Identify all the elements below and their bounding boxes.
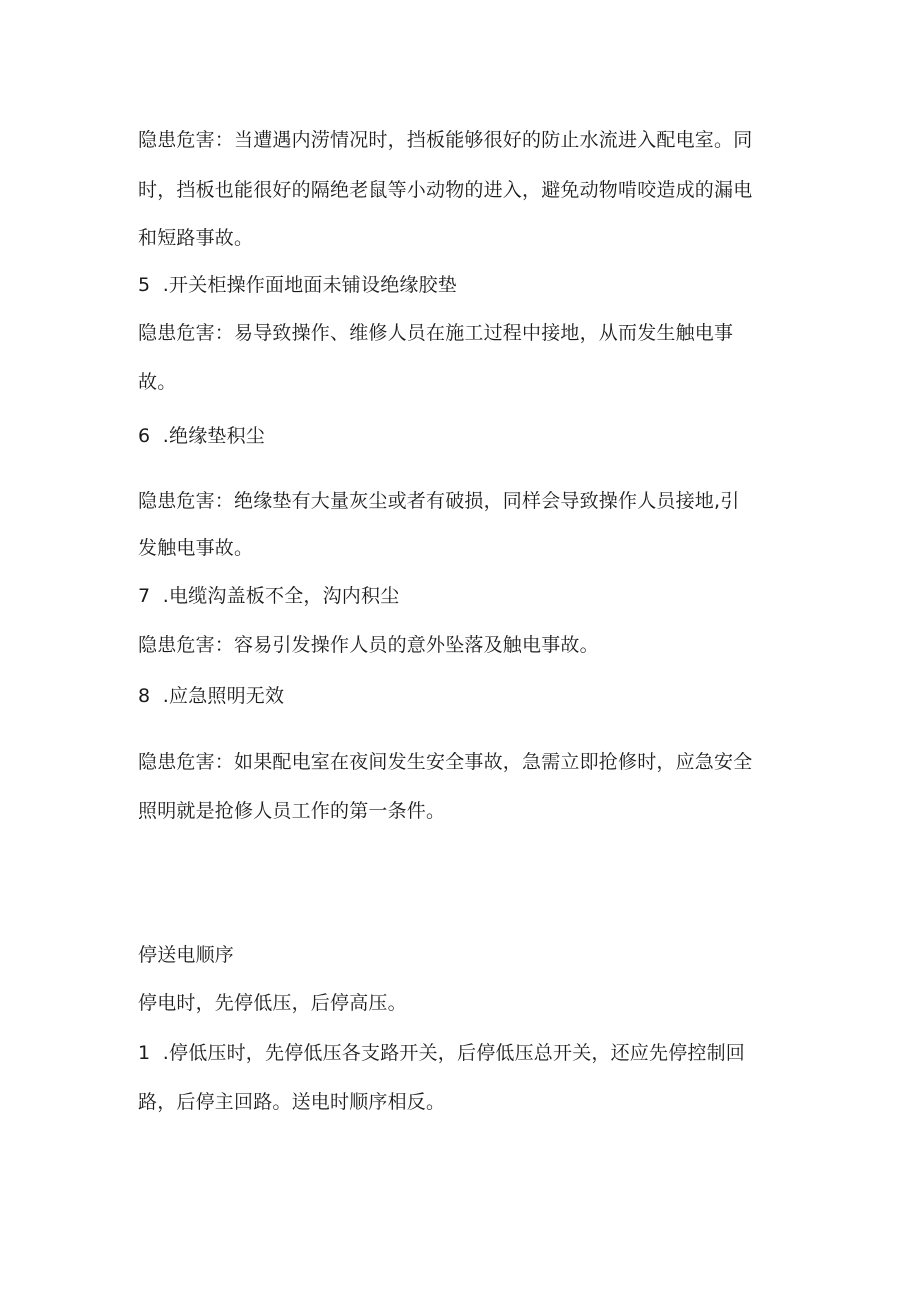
- hazard-paragraph-line: 隐患危害：容易引发操作人员的意外坠落及触电事故。: [138, 634, 599, 656]
- hazard-paragraph-line: 故。: [138, 371, 177, 393]
- hazard-paragraph-line: 时，挡板也能很好的隔绝老鼠等小动物的进入，避免动物啃咬造成的漏电: [138, 179, 753, 201]
- item-heading-8: 8 .应急照明无效: [138, 685, 285, 707]
- item-heading-5: 5 .开关柜操作面地面未铺设绝缘胶垫: [138, 274, 458, 296]
- hazard-paragraph-line: 隐患危害：绝缘垫有大量灰尘或者有破损，同样会导致操作人员接地,引: [138, 490, 740, 512]
- hazard-paragraph-line: 隐患危害：如果配电室在夜间发生安全事故，急需立即抢修时，应急安全: [138, 751, 753, 773]
- item-heading-6: 6 .绝缘垫积尘: [138, 425, 266, 447]
- item-heading-7: 7 .电缆沟盖板不全，沟内积尘: [138, 585, 400, 607]
- section-title: 停送电顺序: [138, 944, 235, 966]
- body-line: 路，后停主回路。送电时顺序相反。: [138, 1091, 446, 1113]
- hazard-paragraph-line: 发触电事故。: [138, 537, 254, 559]
- numbered-item-1: 1 .停低压时，先停低压各支路开关，后停低压总开关，还应先停控制回: [138, 1042, 746, 1064]
- hazard-paragraph-line: 隐患危害：当遭遇内涝情况时，挡板能够很好的防止水流进入配电室。同: [138, 129, 753, 151]
- body-line: 停电时，先停低压，后停高压。: [138, 992, 407, 1014]
- hazard-paragraph-line: 隐患危害：易导致操作、维修人员在施工过程中接地，从而发生触电事: [138, 322, 734, 344]
- hazard-paragraph-line: 照明就是抢修人员工作的第一条件。: [138, 800, 446, 822]
- hazard-paragraph-line: 和短路事故。: [138, 227, 254, 249]
